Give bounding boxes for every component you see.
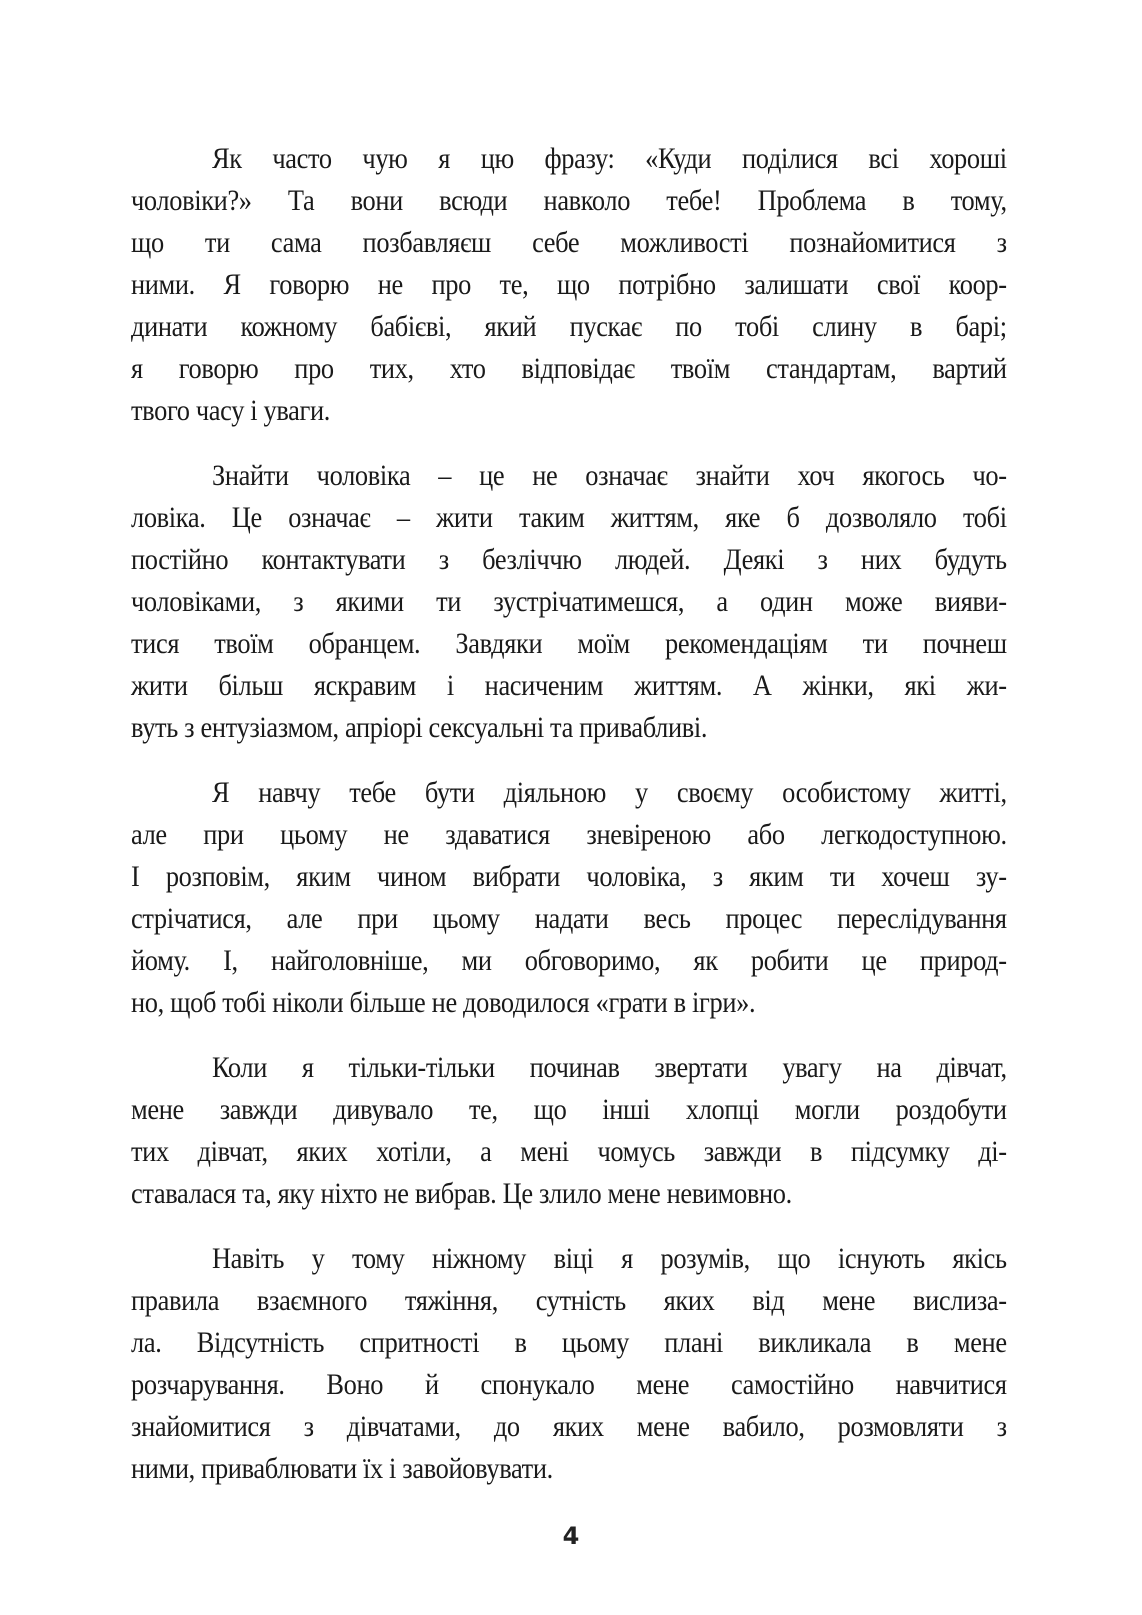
text-line: Коли я тільки-тільки починав звертати увагу на дівчат, [211,1051,1007,1084]
text-line: ловіка. Це означає – жити таким життям, яке б дозволяло тобі [131,501,1007,534]
text-line: твого часу і уваги. [131,394,331,427]
page-number: 4 [562,1522,580,1550]
text-line: ними, приваблювати їх і завойовувати. [131,1452,553,1485]
text-line: мене завжди дивувало те, що інші хлопці могли роздобути [131,1093,1007,1126]
text-line: жити більш яскравим і насиченим життям. А жінки, які жи- [131,669,1007,702]
text-line: динати кожному бабієві, який пускає по тобі слину в барі; [131,310,1007,343]
text-line: я говорю про тих, хто відповідає твоїм стандартам, вартий [131,352,1007,385]
text-line: але при цьому не здаватися зневіреною або легкодоступною. [131,818,1007,851]
text-line: тися твоїм обранцем. Завдяки моїм рекомендаціям ти почнеш [131,627,1007,660]
text-line: Навіть у тому ніжному віці я розумів, що існують якісь [211,1242,1007,1275]
text-line: знайомитися з дівчатами, до яких мене вабило, розмовляти з [131,1410,1007,1443]
text-line: ставалася та, яку ніхто не вибрав. Це злило мене невимовно. [131,1177,792,1210]
text-line: що ти сама позбавляєш себе можливості познайомитися з [131,226,1007,259]
text-line: йому. І, найголовніше, ми обговоримо, як робити це природ- [131,944,1007,977]
text-line: І розповім, яким чином вибрати чоловіка, з яким ти хочеш зу- [131,860,1007,893]
paragraph-4 [131,1047,1007,1215]
text-line: ла. Відсутність спритності в цьому плані викликала в мене [131,1326,1007,1359]
text-line: ними. Я говорю не про те, що потрібно залишати свої коор- [131,268,1007,301]
paragraph-1 [131,138,1007,432]
text-line: вуть з ентузіазмом, апріорі сексуальні та привабливі. [131,711,708,744]
text-line: тих дівчат, яких хотіли, а мені чомусь завжди в підсумку ді- [131,1135,1007,1168]
text-line: постійно контактувати з безліччю людей. Деякі з них будуть [131,543,1007,576]
text-line: Я навчу тебе бути діяльною у своєму особистому житті, [211,776,1007,809]
text-line: стрічатися, але при цьому надати весь процес переслідування [131,902,1007,935]
paragraph-2 [131,455,1007,749]
text-line: но, щоб тобі ніколи більше не доводилося «грати в ігри». [131,986,756,1019]
paragraph-5 [131,1238,1007,1490]
body-text [131,138,1007,1513]
paragraph-3 [131,772,1007,1024]
text-line: правила взаємного тяжіння, сутність яких від мене вислиза- [131,1284,1007,1317]
text-line: Знайти чоловіка – це не означає знайти хоч якогось чо- [211,459,1007,492]
text-line: чоловіками, з якими ти зустрічатимешся, а один може вияви- [131,585,1007,618]
text-line: чоловіки?» Та вони всюди навколо тебе! Проблема в тому, [131,184,1007,217]
text-line: розчарування. Воно й спонукало мене самостійно навчитися [131,1368,1007,1401]
text-line: Як часто чую я цю фразу: «Куди поділися всі хороші [211,142,1007,175]
